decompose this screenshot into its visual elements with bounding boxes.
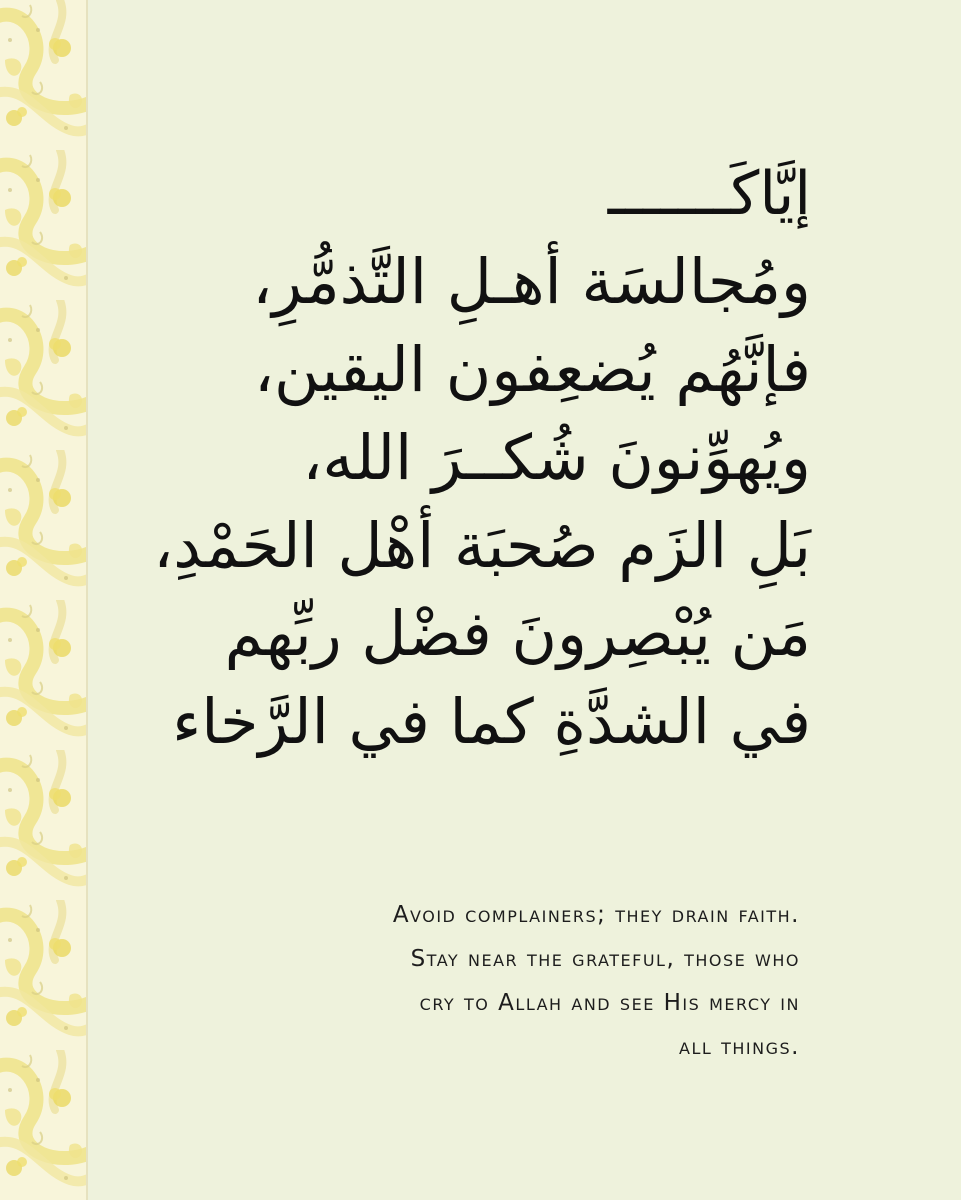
arabic-line-7: في الشدَّةِ كما في الرَّخاء bbox=[172, 685, 811, 758]
english-line-2: Stay near the grateful, those who bbox=[410, 946, 800, 972]
english-line-1: Avoid complainers; they drain faith. bbox=[392, 902, 800, 928]
floral-border bbox=[0, 0, 86, 1200]
arabic-line-1: إيَّاكَـــــــ bbox=[607, 159, 811, 229]
floral-pattern-icon bbox=[0, 0, 86, 1200]
english-line-4: all things. bbox=[679, 1034, 800, 1060]
arabic-line-3: فإنَّهُم يُضعِفون اليقين، bbox=[253, 333, 811, 406]
arabic-line-5: بَلِ الزَم صُحبَة أهْل الحَمْدِ، bbox=[153, 509, 811, 582]
arabic-line-4: ويُهوِّنونَ شُكــرَ الله، bbox=[302, 421, 811, 494]
arabic-quote bbox=[151, 150, 811, 766]
english-translation bbox=[160, 893, 800, 1069]
english-line-3: cry to Allah and see His mercy in bbox=[419, 990, 800, 1016]
arabic-line-2: ومُجالسَة أهـلِ التَّذمُّرِ، bbox=[252, 245, 811, 318]
arabic-line-6: مَن يُبْصِرونَ فضْل ربِّهم bbox=[224, 597, 811, 670]
